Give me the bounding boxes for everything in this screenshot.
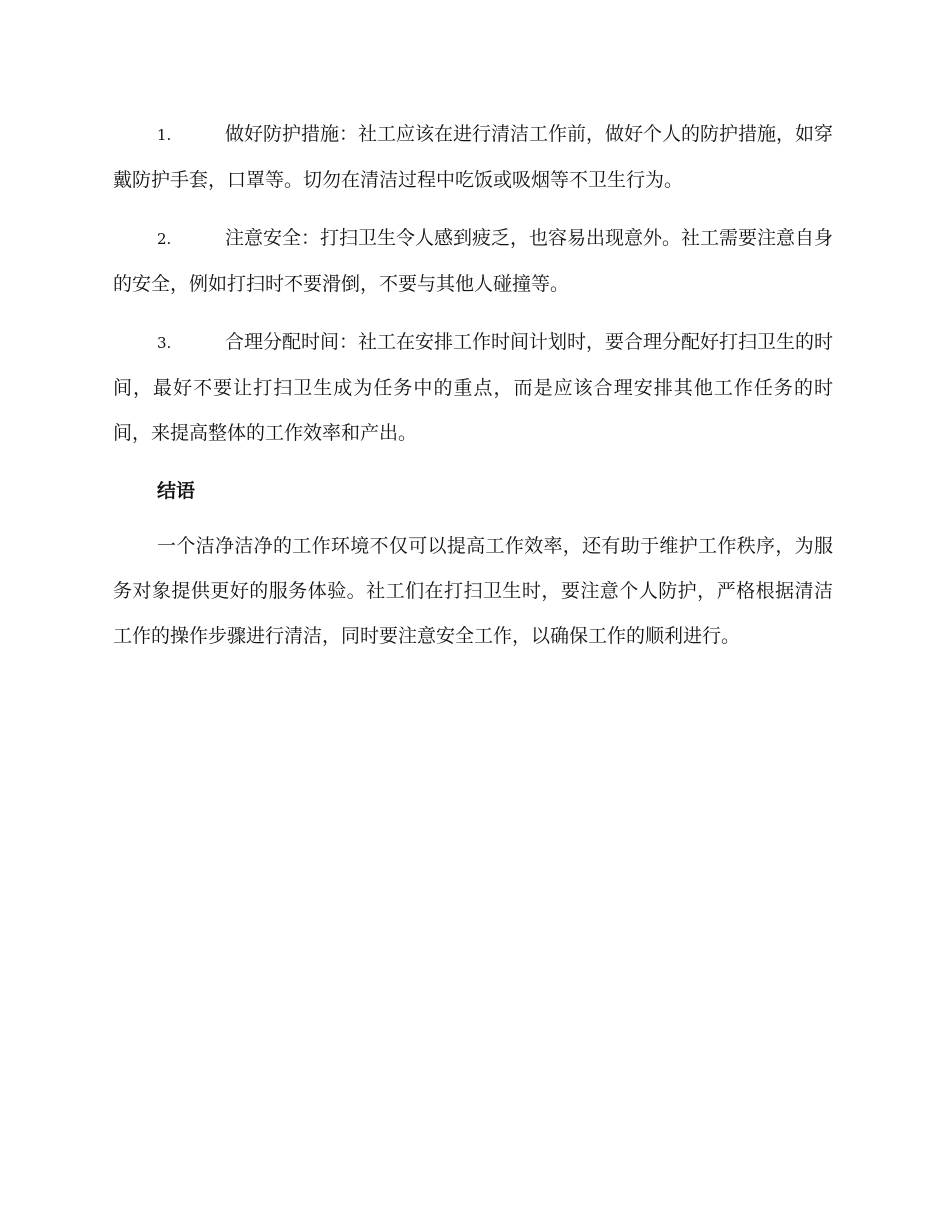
list-number: 2. — [157, 230, 172, 248]
list-text: 合理分配时间：社工在安排工作时间计划时，要合理分配好打扫卫生的时间，最好不要让打扫卫生成为任务中的重点，而是应该合理安排其他工作任务的时间，来提高整体的工作效率和产出。 — [113, 331, 834, 444]
list-text: 做好防护措施：社工应该在进行清洁工作前，做好个人的防护措施，如穿戴防护手套，口罩等。切勿在清洁过程中吃饭或吸烟等不卫生行为。 — [113, 123, 834, 191]
list-number: 1. — [157, 126, 172, 144]
list-number: 3. — [157, 334, 172, 352]
list-item-3 — [113, 320, 833, 456]
list-item-2 — [113, 216, 833, 307]
list-text: 注意安全：打扫卫生令人感到疲乏，也容易出现意外。社工需要注意自身的安全，例如打扫时不要滑倒，不要与其他人碰撞等。 — [113, 227, 834, 295]
conclusion-heading: 结语 — [157, 480, 196, 502]
document-body — [113, 112, 833, 659]
list-item-1 — [113, 112, 833, 203]
conclusion-paragraph: 一个洁净洁净的工作环境不仅可以提高工作效率，还有助于维护工作秩序，为服务对象提供更好的服务体验。社工们在打扫卫生时，要注意个人防护，严格根据清洁工作的操作步骤进行清洁，同时要注意安全工作，以确保工作的顺利进行。 — [113, 535, 833, 647]
